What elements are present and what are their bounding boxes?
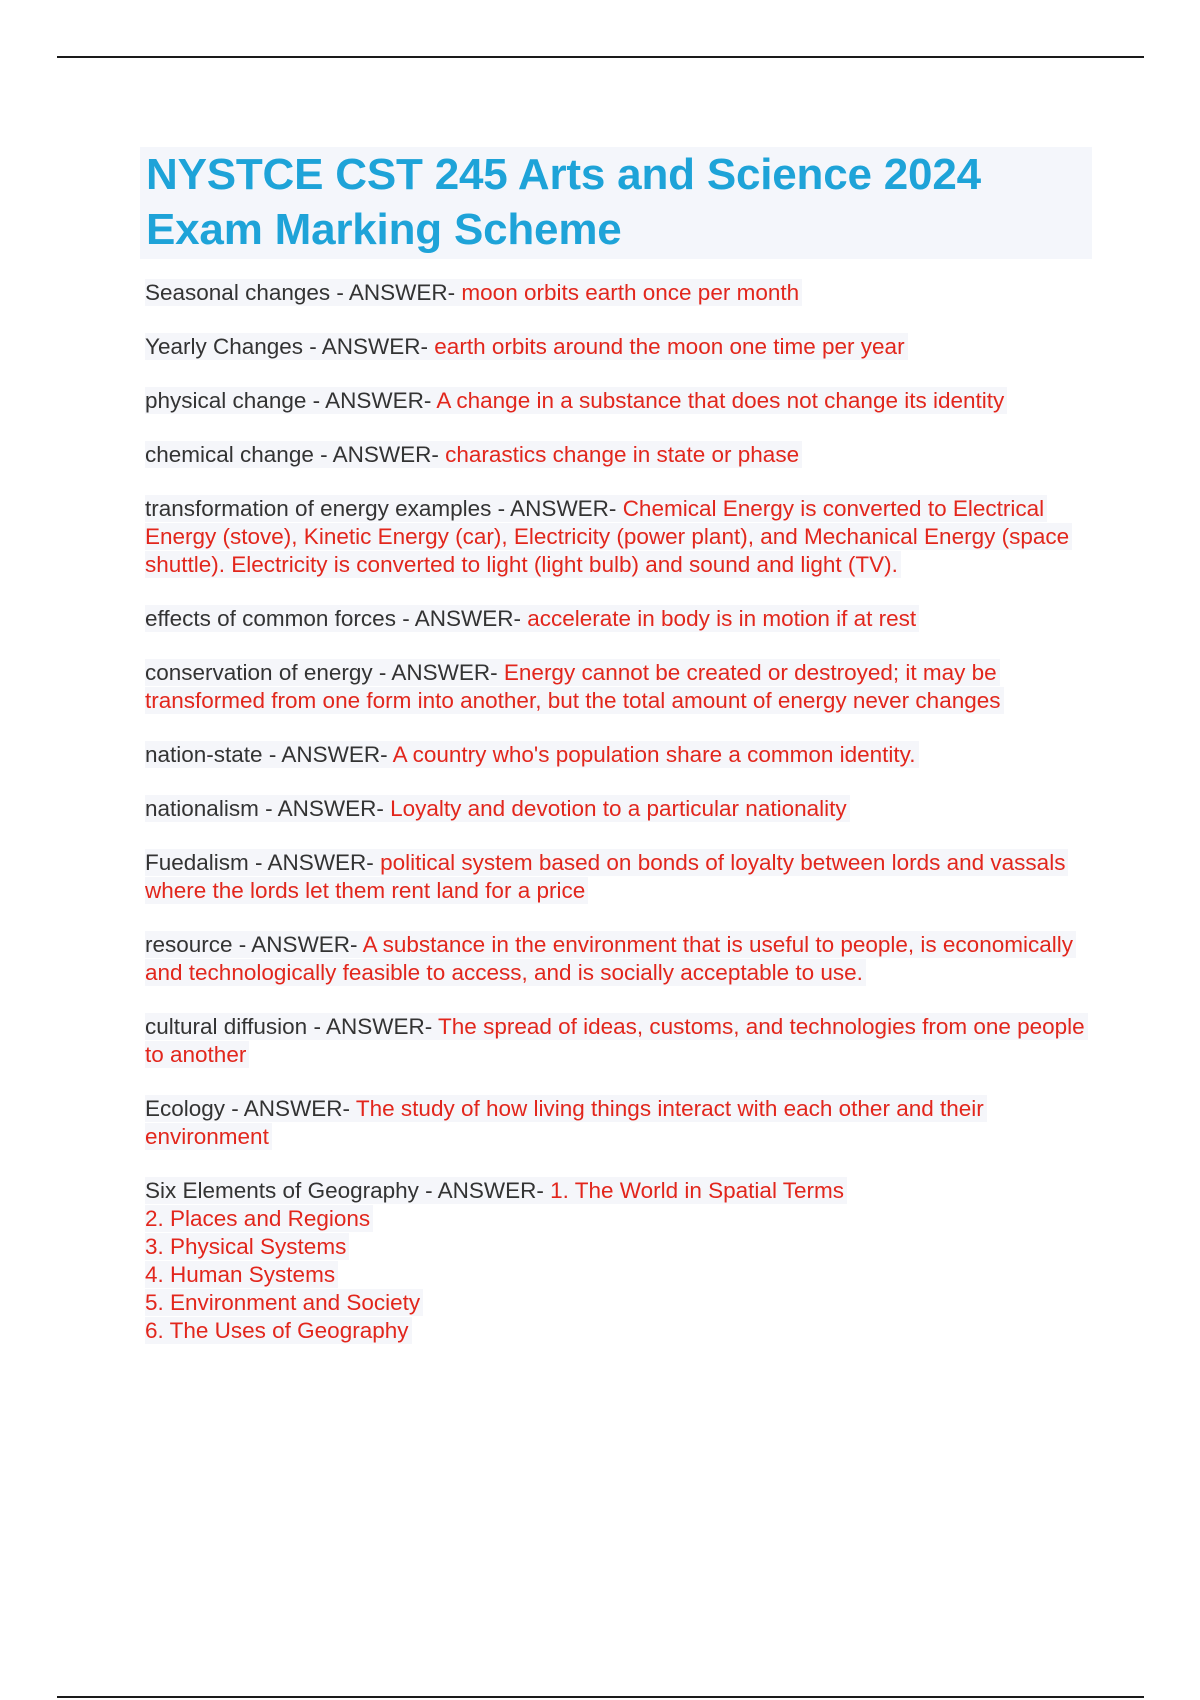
qa-answer: The study of how living things interact with each other and their environment	[145, 1096, 984, 1149]
qa-entry	[145, 931, 1092, 987]
qa-entry-text	[145, 1177, 847, 1344]
answer-separator: - ANSWER-	[330, 280, 462, 305]
qa-entry-text	[145, 931, 1076, 986]
qa-answer: A change in a substance that does not change its identity	[436, 388, 1005, 413]
qa-term: chemical change	[145, 442, 314, 467]
answer-separator: - ANSWER-	[307, 1014, 439, 1039]
qa-entry	[145, 495, 1092, 579]
geography-item: 4. Human Systems	[145, 1262, 336, 1287]
qa-term: physical change	[145, 388, 307, 413]
qa-entry	[145, 795, 1092, 823]
qa-answer: A substance in the environment that is useful to people, is economically and technologically feasible to access, and is socially acceptable to use.	[145, 932, 1073, 985]
answer-separator: - ANSWER-	[306, 388, 437, 413]
qa-term: Fuedalism	[145, 850, 249, 875]
qa-entry	[145, 1013, 1092, 1069]
answer-separator: - ANSWER-	[262, 742, 393, 767]
answer-separator: - ANSWER-	[225, 1096, 356, 1121]
qa-entry-text	[145, 333, 908, 360]
document-title: NYSTCE CST 245 Arts and Science 2024 Exam Marking Scheme	[140, 147, 1092, 259]
qa-entry-text	[145, 659, 1004, 714]
qa-entry-text	[145, 441, 802, 468]
geography-item: 2. Places and Regions	[145, 1206, 371, 1231]
qa-answer: Loyalty and devotion to a particular nationality	[390, 796, 847, 821]
qa-answer: The spread of ideas, customs, and technologies from one people to another	[145, 1014, 1085, 1067]
top-rule	[57, 56, 1144, 58]
qa-answer: charastics change in state or phase	[445, 442, 800, 467]
qa-entry-text	[145, 387, 1007, 414]
qa-entry-text	[145, 279, 802, 306]
qa-entry	[145, 741, 1092, 769]
qa-answer: political system based on bonds of loyalty between lords and vassals where the lords let them rent land for a price	[145, 850, 1066, 903]
qa-term: Ecology	[145, 1096, 226, 1121]
qa-term: cultural diffusion	[145, 1014, 308, 1039]
qa-entry	[145, 387, 1092, 415]
answer-separator: - ANSWER-	[395, 606, 528, 631]
qa-entry-text	[145, 795, 850, 822]
qa-entry-geography	[145, 1177, 1092, 1345]
qa-term: Six Elements of Geography	[145, 1178, 419, 1203]
qa-list	[140, 279, 1092, 1151]
answer-separator: - ANSWER-	[313, 442, 446, 467]
bottom-rule	[57, 1696, 1144, 1698]
qa-entry	[145, 659, 1092, 715]
document-body	[140, 147, 1092, 1371]
geography-item: 3. Physical Systems	[145, 1234, 347, 1259]
qa-answer: A country who's population share a common identity.	[392, 742, 916, 767]
qa-term: conservation of energy	[145, 660, 373, 685]
qa-term: nationalism	[145, 796, 259, 821]
qa-entry	[145, 1095, 1092, 1151]
qa-entry-text	[145, 495, 1072, 578]
qa-entry	[145, 605, 1092, 633]
qa-answer: Chemical Energy is converted to Electrical Energy (stove), Kinetic Energy (car), Electricity (power plant), and Mechanical Energy (space shuttle). Electricity is converted to light (light bulb) and sound and light (TV).	[145, 496, 1070, 577]
answer-separator: - ANSWER-	[248, 850, 381, 875]
qa-entry-text	[145, 741, 919, 768]
answer-separator: - ANSWER-	[491, 496, 623, 521]
qa-entry	[145, 279, 1092, 307]
qa-entry	[145, 441, 1092, 469]
qa-term: nation-state	[145, 742, 263, 767]
qa-term: Seasonal changes	[145, 280, 331, 305]
answer-separator: - ANSWER-	[303, 334, 435, 359]
qa-entry-text	[145, 1095, 987, 1150]
answer-separator: - ANSWER-	[258, 796, 391, 821]
qa-answer: moon orbits earth once per month	[461, 280, 800, 305]
qa-answer: accelerate in body is in motion if at rest	[527, 606, 917, 631]
geography-item: 6. The Uses of Geography	[145, 1318, 409, 1343]
qa-term: effects of common forces	[145, 606, 396, 631]
answer-separator: - ANSWER-	[418, 1178, 551, 1203]
answer-separator: - ANSWER-	[372, 660, 504, 685]
qa-entry-text	[145, 849, 1068, 904]
answer-separator: - ANSWER-	[232, 932, 363, 957]
geography-item: 1. The World in Spatial Terms	[550, 1178, 845, 1203]
qa-answer: Energy cannot be created or destroyed; it may be transformed from one form into another, but the total amount of energy never changes	[145, 660, 1001, 713]
qa-entry-text	[145, 1013, 1088, 1068]
qa-term: transformation of energy examples	[145, 496, 492, 521]
qa-answer: earth orbits around the moon one time per year	[434, 334, 905, 359]
qa-entry	[145, 849, 1092, 905]
qa-term: resource	[145, 932, 233, 957]
qa-entry-text	[145, 605, 919, 632]
qa-term: Yearly Changes	[145, 334, 304, 359]
qa-entry	[145, 333, 1092, 361]
geography-item: 5. Environment and Society	[145, 1290, 421, 1315]
